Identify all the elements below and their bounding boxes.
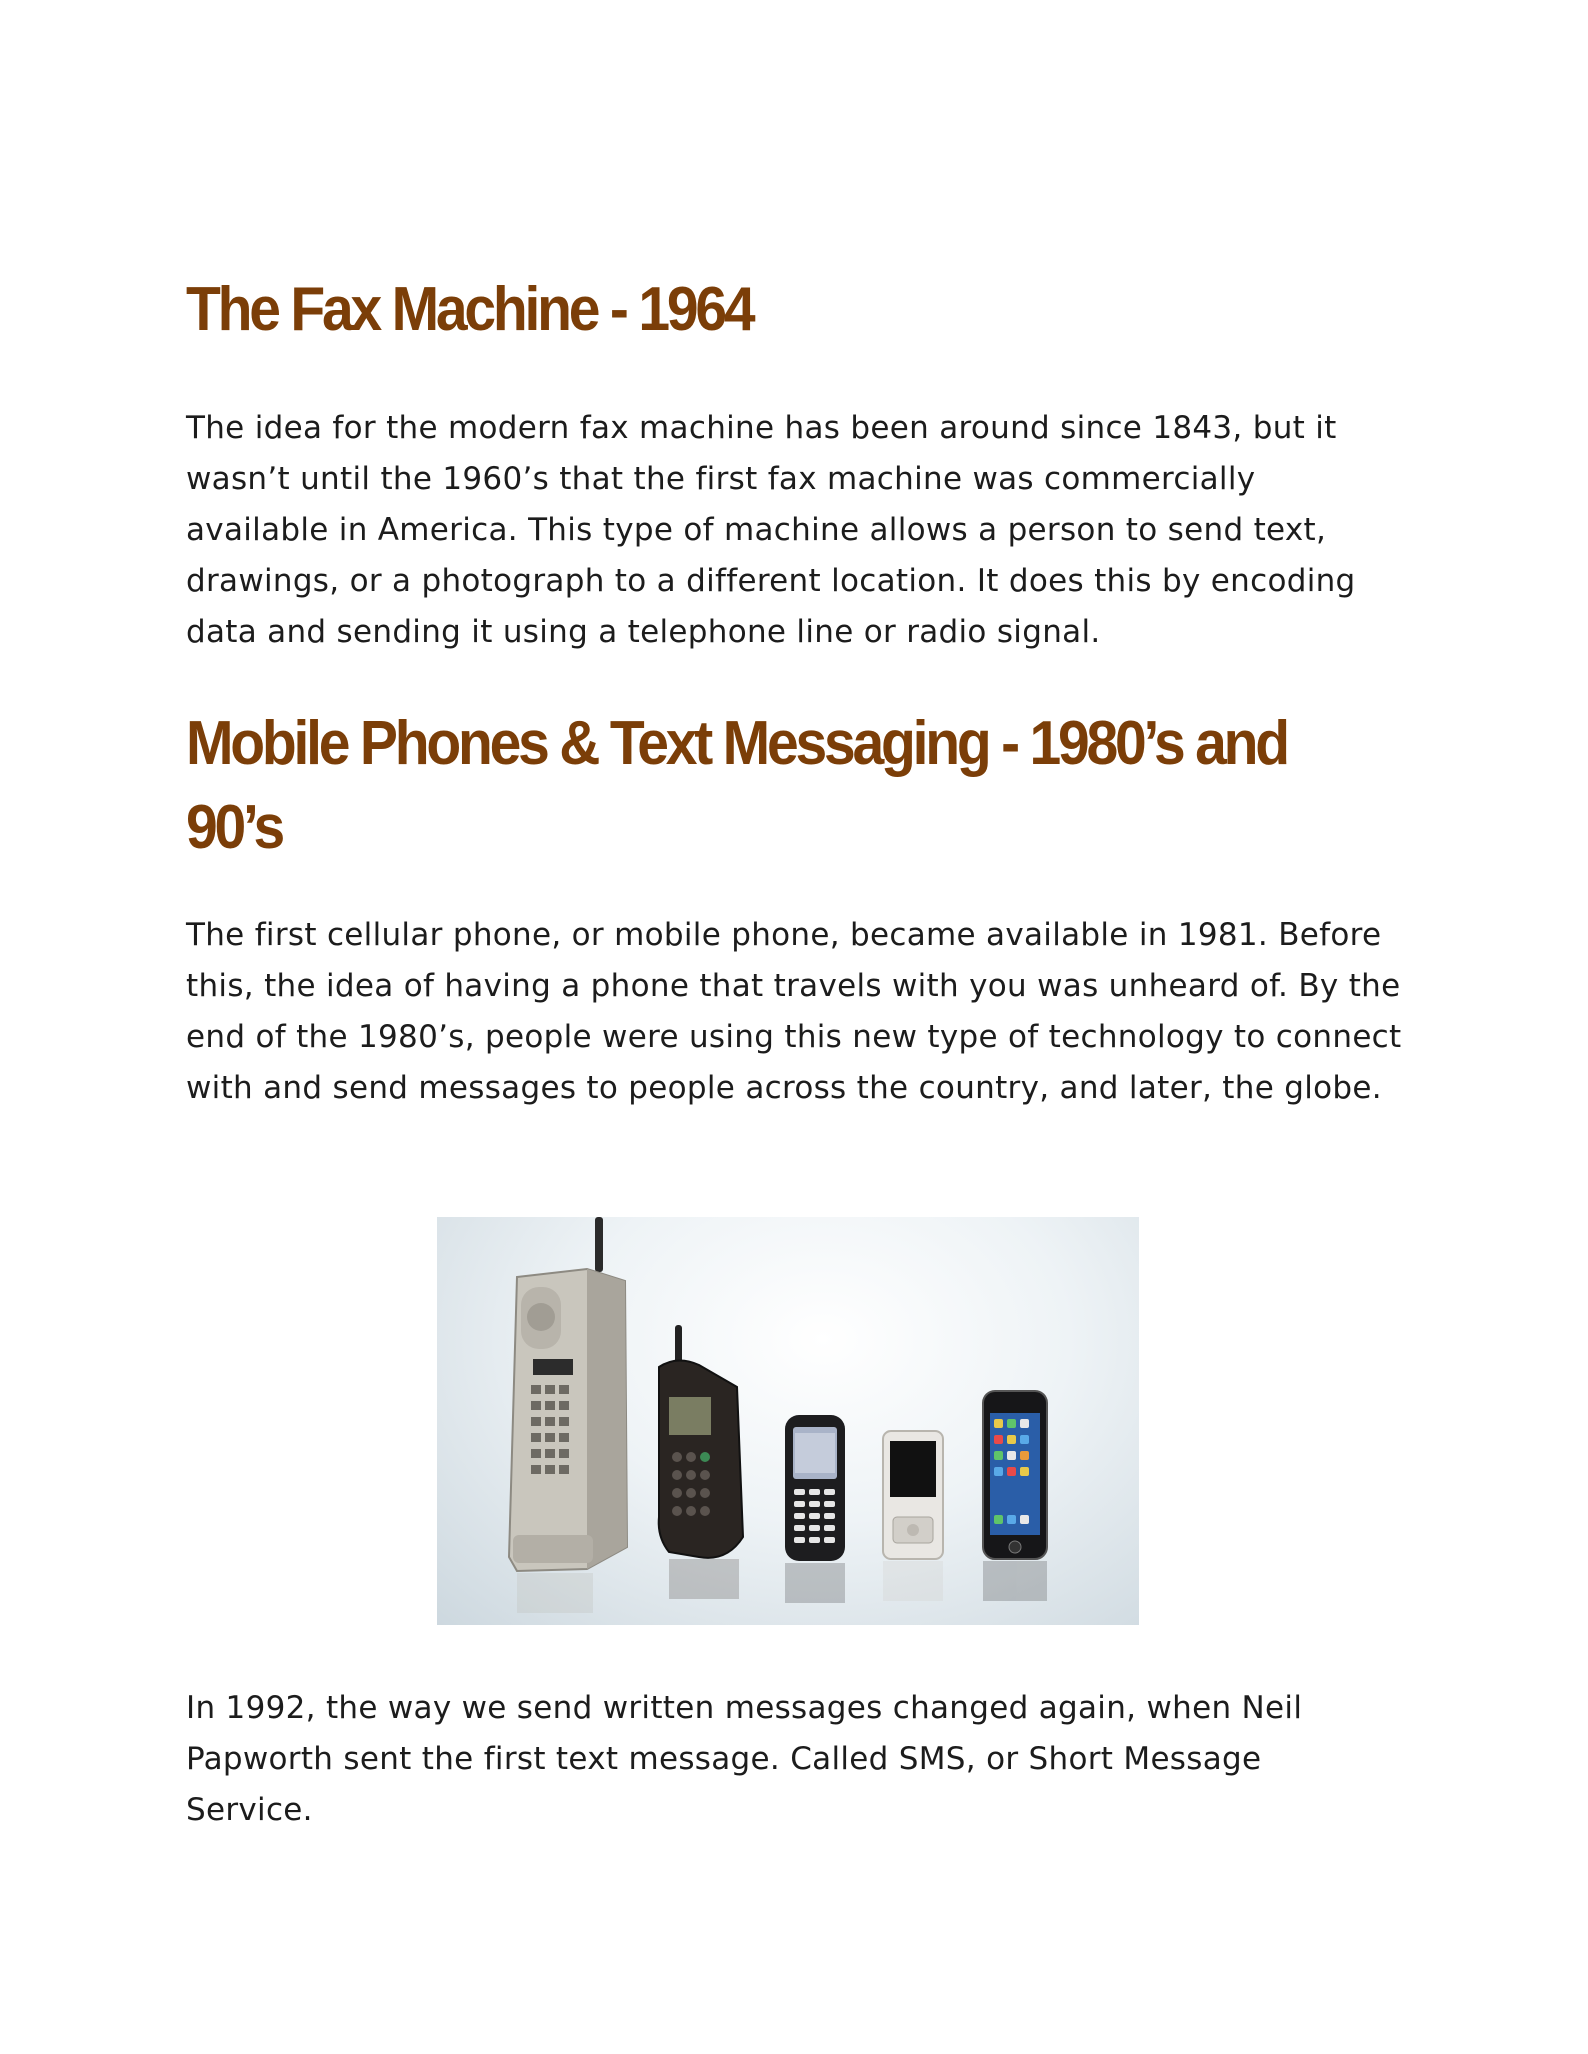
flip-antenna-phone-illustration [659,1325,743,1558]
mobile-phones-evolution-photo [437,1217,1139,1625]
section-paragraph-fax-machine: The idea for the modern fax machine has been around since 1843, but it wasn’t until the 1960’s that the first fax machine was commercially available in America. This type of machine allows a person to send text, drawings, or a photograph to a different location. It does this by encoding data and sending it using a telephone line or radio signal. [186,410,1356,650]
candybar-phone-illustration [785,1415,845,1561]
brick-phone-illustration [509,1217,627,1571]
slider-phone-illustration [883,1431,943,1559]
section-heading-mobile-phones: Mobile Phones & Text Messaging - 1980’s and 90’s [186,709,1287,862]
phones-reflection [517,1559,1047,1613]
closing-paragraph-sms: In 1992, the way we send written messages changed again, when Neil Papworth sent the first text message. Called SMS, or Short Message Service. [186,1690,1303,1828]
smartphone-illustration [983,1391,1047,1559]
section-paragraph-mobile-phones: The first cellular phone, or mobile phone, became available in 1981. Before this, the idea of having a phone that travels with you was unheard of. By the end of the 1980’s, people were using this new type of technology to connect with and send messages to people across the country, and later, the globe. [186,917,1402,1106]
section-heading-fax-machine: The Fax Machine - 1964 [186,275,753,344]
